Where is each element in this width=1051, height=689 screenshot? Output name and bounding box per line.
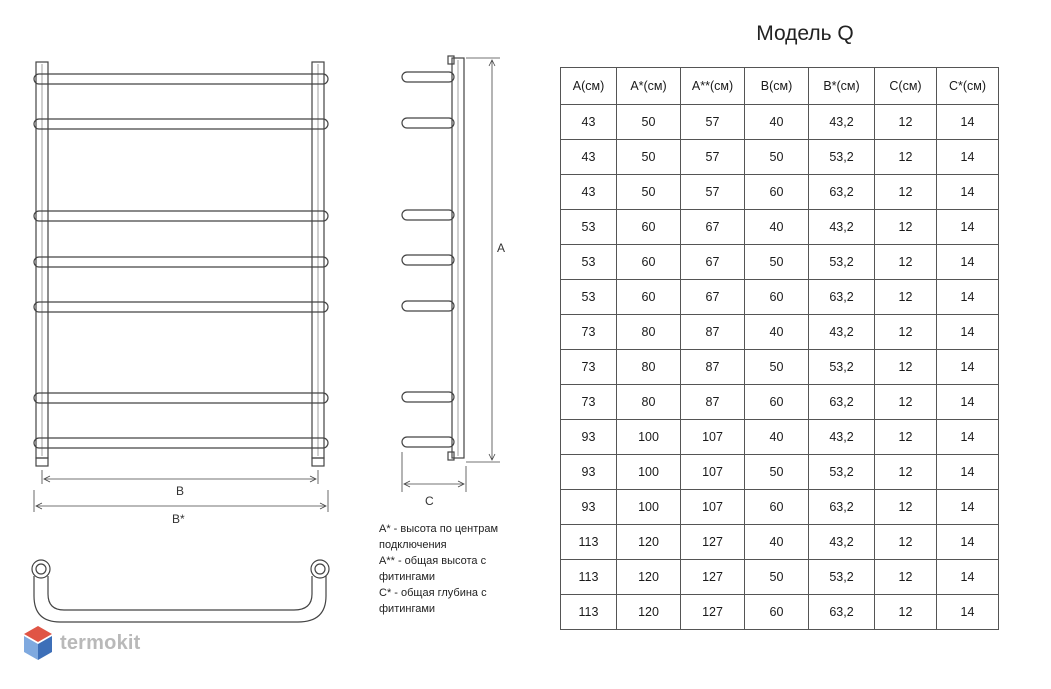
table-cell: 63,2	[809, 490, 875, 525]
table-cell: 14	[937, 210, 999, 245]
table-row	[561, 245, 999, 280]
table-cell: 12	[875, 210, 937, 245]
table-cell: 53,2	[809, 560, 875, 595]
table-cell: 63,2	[809, 175, 875, 210]
crossbar-stub	[402, 255, 454, 265]
crossbar	[34, 393, 328, 403]
table-cell: 73	[561, 385, 617, 420]
table-cell: 120	[617, 525, 681, 560]
crossbar-stub	[402, 72, 454, 82]
table-cell: 50	[617, 140, 681, 175]
crossbar	[34, 438, 328, 448]
table-cell: 43,2	[809, 210, 875, 245]
table-cell: 14	[937, 315, 999, 350]
crossbar-stub	[402, 118, 454, 128]
note-line: подключения	[379, 539, 447, 551]
table-cell: 53,2	[809, 140, 875, 175]
table-cell: 14	[937, 280, 999, 315]
table-row	[561, 175, 999, 210]
table-cell: 12	[875, 140, 937, 175]
table-cell: 53,2	[809, 350, 875, 385]
termokit-logo-text: termokit	[60, 631, 141, 654]
crossbar	[34, 302, 328, 312]
table-cell: 53	[561, 280, 617, 315]
table-cell: 127	[681, 560, 745, 595]
table-cell: 87	[681, 385, 745, 420]
table-cell: 93	[561, 490, 617, 525]
table-row	[561, 385, 999, 420]
table-cell: 40	[745, 105, 809, 140]
table-cell: 60	[617, 245, 681, 280]
table-row	[561, 350, 999, 385]
table-cell: 12	[875, 560, 937, 595]
table-cell: 67	[681, 280, 745, 315]
table-cell: 127	[681, 595, 745, 630]
table-cell: 14	[937, 385, 999, 420]
table-cell: 12	[875, 385, 937, 420]
top-view	[32, 560, 329, 622]
table-cell: 12	[875, 350, 937, 385]
table-cell: 107	[681, 420, 745, 455]
note-line: A** - общая высота с	[379, 555, 487, 567]
dimension-c-label: C	[425, 494, 434, 508]
table-cell: 40	[745, 210, 809, 245]
table-cell: 50	[617, 105, 681, 140]
table-row	[561, 490, 999, 525]
crossbar	[34, 74, 328, 84]
table-cell: 60	[745, 490, 809, 525]
table-cell: 57	[681, 175, 745, 210]
dimension-b-star-label: B*	[172, 512, 185, 526]
table-cell: 60	[745, 595, 809, 630]
table-cell: 80	[617, 385, 681, 420]
column-header: A*(см)	[617, 68, 681, 105]
table-cell: 50	[617, 175, 681, 210]
table-cell: 43	[561, 140, 617, 175]
table-cell: 40	[745, 525, 809, 560]
table-cell: 14	[937, 490, 999, 525]
table-cell: 93	[561, 455, 617, 490]
model-title: Модель Q	[756, 22, 854, 45]
table-cell: 43,2	[809, 105, 875, 140]
crossbar	[34, 119, 328, 129]
table-row	[561, 280, 999, 315]
table-cell: 63,2	[809, 595, 875, 630]
table-cell: 14	[937, 455, 999, 490]
table-cell: 53,2	[809, 455, 875, 490]
table-cell: 60	[617, 280, 681, 315]
note-line: фитингами	[379, 571, 436, 583]
table-cell: 43,2	[809, 315, 875, 350]
table-cell: 50	[745, 455, 809, 490]
table-cell: 113	[561, 595, 617, 630]
right-connection-circle	[311, 560, 329, 578]
table-cell: 14	[937, 140, 999, 175]
table-cell: 53	[561, 245, 617, 280]
table-cell: 100	[617, 490, 681, 525]
column-header: C*(см)	[937, 68, 999, 105]
table-row	[561, 595, 999, 630]
column-header: B*(см)	[809, 68, 875, 105]
table-cell: 57	[681, 140, 745, 175]
table-cell: 14	[937, 175, 999, 210]
table-cell: 12	[875, 595, 937, 630]
table-cell: 100	[617, 420, 681, 455]
table-cell: 60	[745, 280, 809, 315]
crossbar-stub	[402, 210, 454, 220]
table-cell: 73	[561, 350, 617, 385]
table-cell: 60	[617, 210, 681, 245]
table-cell: 14	[937, 105, 999, 140]
table-cell: 120	[617, 560, 681, 595]
crossbar-stub	[402, 437, 454, 447]
table-cell: 60	[745, 175, 809, 210]
table-cell: 80	[617, 315, 681, 350]
table-cell: 53,2	[809, 245, 875, 280]
front-view	[34, 62, 328, 512]
table-cell: 43,2	[809, 525, 875, 560]
dimension-notes	[379, 521, 554, 617]
table-cell: 67	[681, 210, 745, 245]
left-fitting	[36, 458, 48, 466]
table-cell: 14	[937, 245, 999, 280]
table-header-row	[561, 68, 999, 105]
table-cell: 113	[561, 525, 617, 560]
table-row	[561, 455, 999, 490]
table-row	[561, 525, 999, 560]
table-cell: 87	[681, 315, 745, 350]
table-cell: 12	[875, 315, 937, 350]
table-cell: 57	[681, 105, 745, 140]
table-cell: 40	[745, 315, 809, 350]
table-cell: 40	[745, 420, 809, 455]
table-row	[561, 560, 999, 595]
table-cell: 100	[617, 455, 681, 490]
crossbar-stub	[402, 392, 454, 402]
table-cell: 12	[875, 280, 937, 315]
table-cell: 73	[561, 315, 617, 350]
column-header: C(см)	[875, 68, 937, 105]
table-cell: 43	[561, 105, 617, 140]
table-cell: 14	[937, 350, 999, 385]
table-cell: 127	[681, 525, 745, 560]
table-cell: 80	[617, 350, 681, 385]
termokit-logo	[24, 626, 141, 660]
table-cell: 43	[561, 175, 617, 210]
table-row	[561, 140, 999, 175]
note-line: A* - высота по центрам	[379, 523, 499, 535]
table-cell: 14	[937, 560, 999, 595]
table-cell: 107	[681, 490, 745, 525]
table-cell: 60	[745, 385, 809, 420]
table-cell: 50	[745, 560, 809, 595]
table-cell: 14	[937, 595, 999, 630]
dimension-a-label: A	[497, 241, 506, 255]
left-connection-circle	[32, 560, 50, 578]
table-cell: 107	[681, 455, 745, 490]
note-line: фитингами	[379, 603, 436, 615]
table-cell: 63,2	[809, 385, 875, 420]
column-header: A(см)	[561, 68, 617, 105]
table-cell: 12	[875, 175, 937, 210]
table-cell: 53	[561, 210, 617, 245]
table-cell: 50	[745, 350, 809, 385]
right-fitting	[312, 458, 324, 466]
table-cell: 12	[875, 455, 937, 490]
table-cell: 43,2	[809, 420, 875, 455]
table-row	[561, 210, 999, 245]
column-header: B(см)	[745, 68, 809, 105]
table-row	[561, 420, 999, 455]
table-cell: 63,2	[809, 280, 875, 315]
table-cell: 93	[561, 420, 617, 455]
side-view	[402, 56, 500, 492]
note-line: C* - общая глубина с	[379, 587, 487, 599]
crossbar	[34, 211, 328, 221]
table-cell: 12	[875, 420, 937, 455]
crossbar-stub	[402, 301, 454, 311]
table-cell: 113	[561, 560, 617, 595]
table-cell: 12	[875, 490, 937, 525]
crossbar	[34, 257, 328, 267]
table-cell: 67	[681, 245, 745, 280]
top-view-inner-tube	[48, 576, 312, 610]
table-cell: 50	[745, 245, 809, 280]
table-cell: 87	[681, 350, 745, 385]
table-row	[561, 315, 999, 350]
table-cell: 14	[937, 420, 999, 455]
column-header: A**(см)	[681, 68, 745, 105]
table-row	[561, 105, 999, 140]
termokit-logo-icon	[24, 626, 52, 660]
dimensions-table	[560, 67, 999, 630]
table-cell: 12	[875, 245, 937, 280]
top-view-outer-tube	[34, 576, 326, 622]
table-cell: 50	[745, 140, 809, 175]
table-cell: 12	[875, 525, 937, 560]
dimension-b-label: B	[176, 484, 185, 498]
table-cell: 12	[875, 105, 937, 140]
table-cell: 120	[617, 595, 681, 630]
table-cell: 14	[937, 525, 999, 560]
